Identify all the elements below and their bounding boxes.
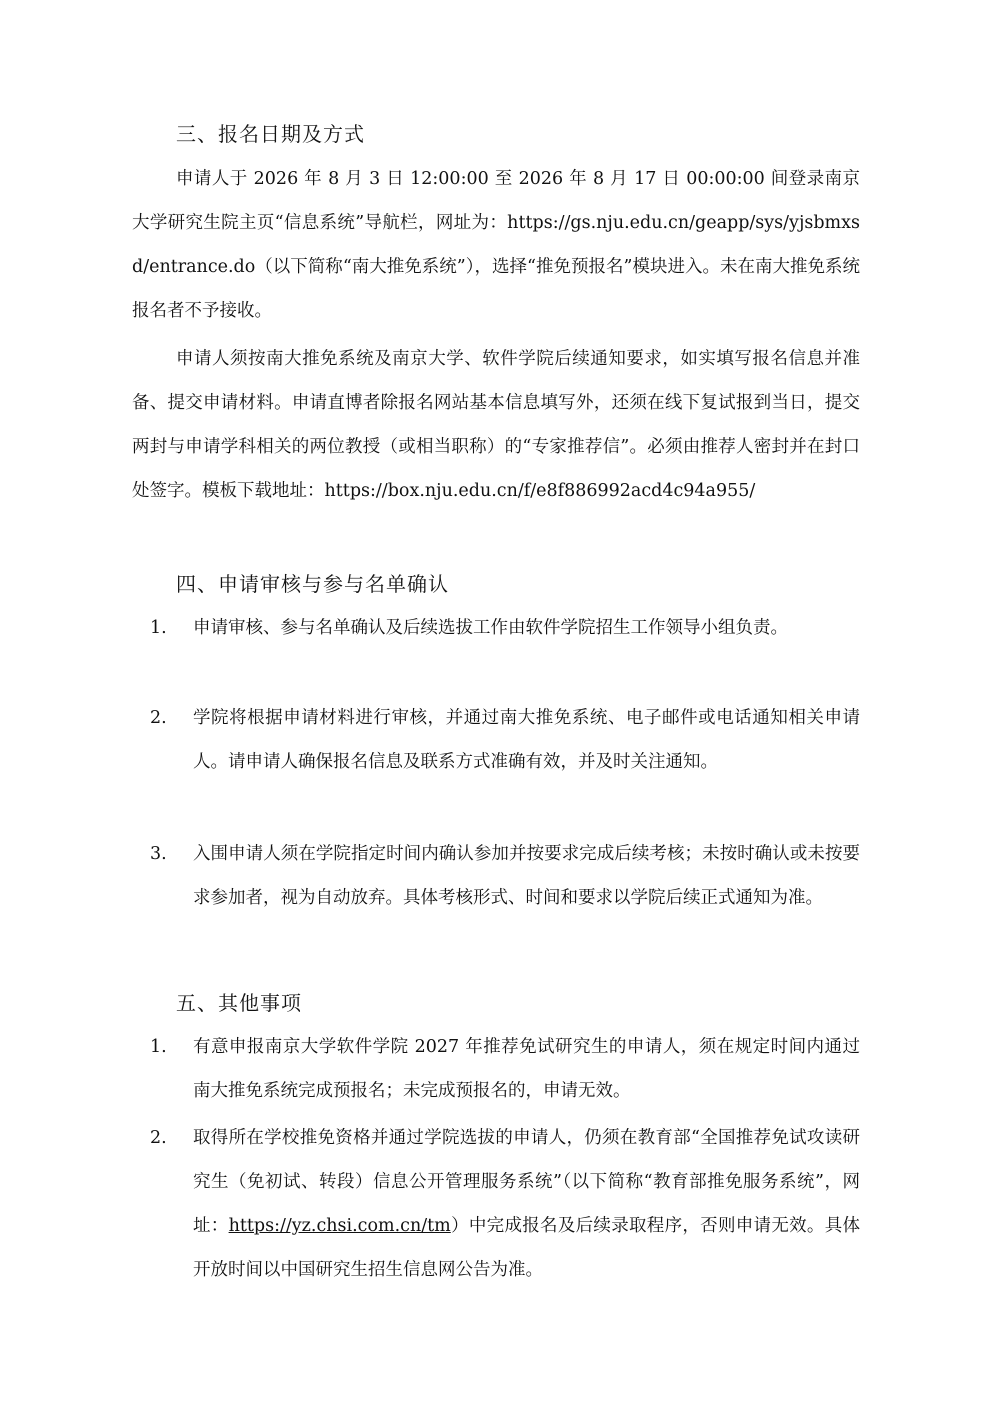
section-4-heading: 四、申请审核与参与名单确认 — [176, 572, 449, 596]
section-5-item-1-number: 1. — [150, 1037, 167, 1057]
section-5-item-2-number: 2. — [150, 1128, 167, 1148]
section-5-item-2-text-after: ）中完成报名及后续录取程序，否则申请无效。具体开放时间以中国研究生招生信息网公告为准。 — [193, 1216, 861, 1280]
chsi-tm-link[interactable]: https://yz.chsi.com.cn/tm — [228, 1216, 451, 1236]
section-4-item-2: 学院将根据申请材料进行审核，并通过南大推免系统、电子邮件或电话通知相关申请人。请申请人确保报名信息及联系方式准确有效，并及时关注通知。 — [193, 708, 860, 772]
section-3-heading: 三、报名日期及方式 — [176, 122, 365, 146]
section-5-heading: 五、其他事项 — [176, 991, 302, 1015]
section-4-item-3-number: 3. — [150, 844, 167, 864]
section-3-paragraph-2: 申请人须按南大推免系统及南京大学、软件学院后续通知要求，如实填写报名信息并准备、提交申请材料。申请直博者除报名网站基本信息填写外，还须在线下复试报到当日，提交两封与申请学科相关的两位教授（或相当职称）的“专家推荐信”。必须由推荐人密封并在封口处签字。模板下载地址：https://box.nju.edu.cn/f/e8f886992acd4c94a955/ — [132, 349, 860, 501]
section-3-paragraph-1: 申请人于 2026 年 8 月 3 日 12:00:00 至 2026 年 8 月 17 日 00:00:00 间登录南京大学研究生院主页“信息系统”导航栏，网址为：https://gs.nju.edu.cn/geapp/sys/yjsbmxsd/entrance.do（以下简称“南大推免系统”），选择“推免预报名”模块进入。未在南大推免系统报名者不予接收。 — [132, 169, 860, 321]
section-4-item-3: 入围申请人须在学院指定时间内确认参加并按要求完成后续考核；未按时确认或未按要求参加者，视为自动放弃。具体考核形式、时间和要求以学院后续正式通知为准。 — [193, 844, 860, 908]
section-5-item-1: 有意申报南京大学软件学院 2027 年推荐免试研究生的申请人，须在规定时间内通过南大推免系统完成预报名；未完成预报名的，申请无效。 — [193, 1037, 860, 1101]
section-4-item-1: 申请审核、参与名单确认及后续选拔工作由软件学院招生工作领导小组负责。 — [193, 618, 788, 638]
section-4-item-1-number: 1. — [150, 618, 167, 638]
section-5-item-2 — [193, 1116, 860, 1292]
section-4-item-2-number: 2. — [150, 708, 167, 728]
section-5-item-2-text-before: 取得所在学校推免资格并通过学院选拔的申请人，仍须在教育部“全国推荐免试攻读研究生（免初试、转段）信息公开管理服务系统”（以下简称“教育部推免服务系统”，网址： — [193, 1128, 860, 1236]
